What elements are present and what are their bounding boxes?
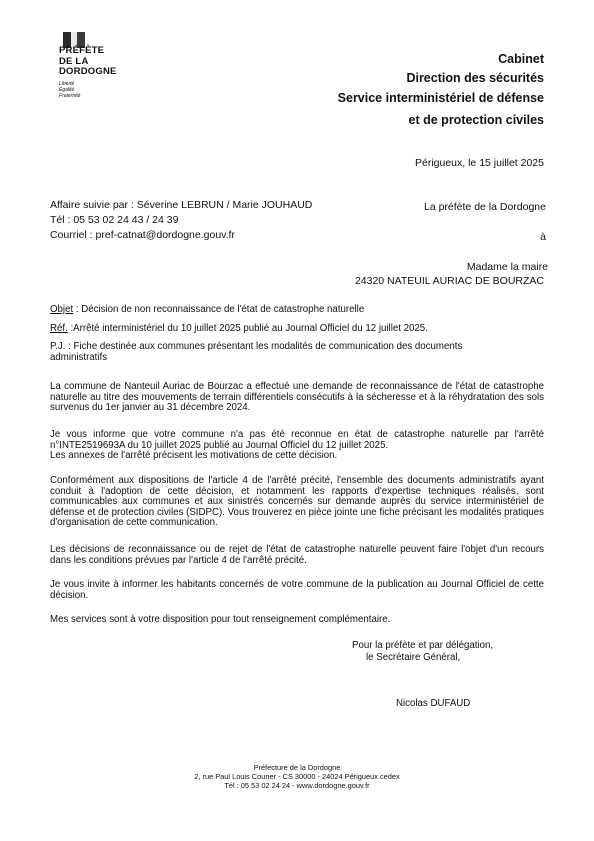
recipient-title: Madame la maire xyxy=(466,261,548,273)
objet-text: : Décision de non reconnaissance de l'état de catastrophe naturelle xyxy=(73,304,365,315)
signature-delegation: Pour la préfète et par délégation, xyxy=(352,640,494,651)
objet-line xyxy=(50,305,550,316)
sender: La préfète de la Dordogne xyxy=(423,201,546,213)
paragraph-6: Mes services sont à votre disposition pour tout renseignement complémentaire. xyxy=(50,614,391,625)
footer-line-1: Préfecture de la Dordogne xyxy=(253,763,341,772)
paragraph-3: Conformément aux dispositions de l'article 4 de l'arrêté précité, l'ensemble des documents administratifs ayant conduit à l'adoption de cette décision, et notamment les rapports d'expertise techniques réalisés, sont communicables aux communes et aux sinistrés concernés sur demande auprès du service interministériel de défense et de protection civiles (SIDPC). Vous trouverez en pièce jointe une fiche précisant les modalités pratiques d'organisation de cette communication. xyxy=(50,475,544,529)
affaire-suivie: Affaire suivie par : Séverine LEBRUN / Marie JOUHAUD xyxy=(50,199,313,211)
footer-line-3: Tél : 05 53 02 24 24 - www.dordogne.gouv.fr xyxy=(224,781,370,790)
ref-line xyxy=(50,324,550,335)
header-direction: Direction des sécurités xyxy=(406,71,544,85)
ref-text: :Arrêté interministériel du 10 juillet 2025 publié au Journal Officiel du 12 juillet 2025. xyxy=(67,323,428,334)
paragraph-5: Je vous invite à informer les habitants concernés de votre commune de la publication au Journal Officiel de cette décision. xyxy=(50,579,544,601)
ref-label: Réf. xyxy=(50,323,68,334)
motto-egalite: Égalité xyxy=(59,87,75,93)
affaire-email: Courriel : pref-catnat@dordogne.gouv.fr xyxy=(50,229,235,241)
paragraph-2b: Les annexes de l'arrêté précisent les motivations de cette décision. xyxy=(50,450,338,462)
to-word: à xyxy=(540,231,546,243)
paragraph-4: Les décisions de reconnaissance ou de rejet de l'état de catastrophe naturelle peuvent faire l'objet d'un recours dans les conditions prévues par l'article 4 de l'arrêté précité. xyxy=(50,544,544,566)
recipient-address: 24320 NATEUIL AURIAC DE BOURZAC xyxy=(354,275,544,287)
signature-name: Nicolas DUFAUD xyxy=(396,698,471,709)
motto-liberte: Liberté xyxy=(59,81,75,87)
paragraph-2a: Je vous informe que votre commune n'a pas été reconnue en état de catastrophe naturelle par l'arrêté n°INTE2519693A du 10 juillet 2025 publié au Journal Officiel du 12 juillet 2025. xyxy=(50,429,544,451)
pj-line-2: administratifs xyxy=(50,351,108,363)
header-cabinet: Cabinet xyxy=(498,52,544,66)
footer-line-2: 2, rue Paul Louis Courier - CS 30000 - 24024 Périgueux cedex xyxy=(194,772,400,781)
header-service: Service interministériel de défense xyxy=(337,91,544,105)
motto-fraternite: Fraternité xyxy=(59,93,81,99)
header-protection: et de protection civiles xyxy=(408,113,544,127)
logo-line-2: DE LA xyxy=(59,55,89,67)
paragraph-2 xyxy=(50,430,544,462)
objet-label: Objet xyxy=(50,304,74,315)
republic-motto xyxy=(59,81,80,99)
signature-role: le Secrétaire Général, xyxy=(366,652,461,663)
paragraph-1: La commune de Nanteuil Auriac de Bourzac a effectué une demande de reconnaissance de l'état de catastrophe naturelle au titre des mouvements de terrain différentiels consécutifs à la sécheresse et à la réhydratation des sols survenus du 1er janvier au 31 décembre 2024. xyxy=(50,381,544,414)
prefecture-logo-text xyxy=(59,46,117,78)
letter-date: Périgueux, le 15 juillet 2025 xyxy=(414,157,544,169)
footer xyxy=(0,763,594,790)
pj-line-1: P.J. : Fiche destinée aux communes présentant les modalités de communication des documents xyxy=(50,341,463,352)
logo-line-1: PRÉFÈTE xyxy=(59,45,105,56)
pj-block xyxy=(50,342,550,363)
logo-line-3: DORDOGNE xyxy=(59,66,117,77)
affaire-tel: Tél : 05 53 02 24 43 / 24 39 xyxy=(50,214,179,226)
